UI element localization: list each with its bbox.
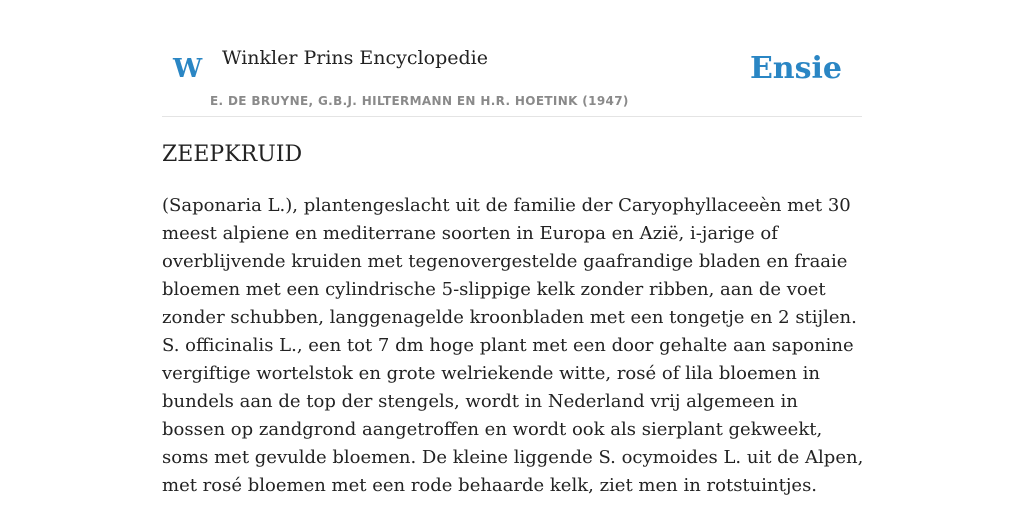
encyclopedia-authors: E. DE BRUYNE, G.B.J. HILTERMANN EN H.R. HOETINK (1947)	[210, 94, 629, 108]
ensie-logo[interactable]: Ensie	[749, 51, 842, 86]
encyclopedia-header	[162, 0, 862, 117]
winkler-prins-logo[interactable]: W	[173, 54, 203, 84]
entry-headword: ZEEPKRUID	[162, 142, 303, 167]
encyclopedia-title[interactable]: Winkler Prins Encyclopedie	[222, 47, 488, 69]
entry-text: (Saponaria L.), plantengeslacht uit de familie der Caryophyllaceeèn met 30 meest alpiene en mediterrane soorten in Europa en Azië, i-jarige of overblijvende kruiden met tegenovergestelde gaafrandige bladen en fraaie bloemen met een cylindrische 5-slippige kelk zonder ribben, aan de voet zonder schubben, langgenagelde kroonbladen met een tongetje en 2 stijlen. S. officinalis L., een tot 7 dm hoge plant met een door gehalte aan saponine vergiftige wortelstok en grote welriekende witte, rosé of lila bloemen in bundels aan de top der stengels, wordt in Nederland vrij algemeen in bossen op zandgrond aangetroffen en wordt ook als sierplant gekweekt, soms met gevulde bloemen. De kleine liggende S. ocymoides L. uit de Alpen, met rosé bloemen met een rode behaarde kelk, ziet men in rotstuintjes.	[162, 195, 864, 496]
